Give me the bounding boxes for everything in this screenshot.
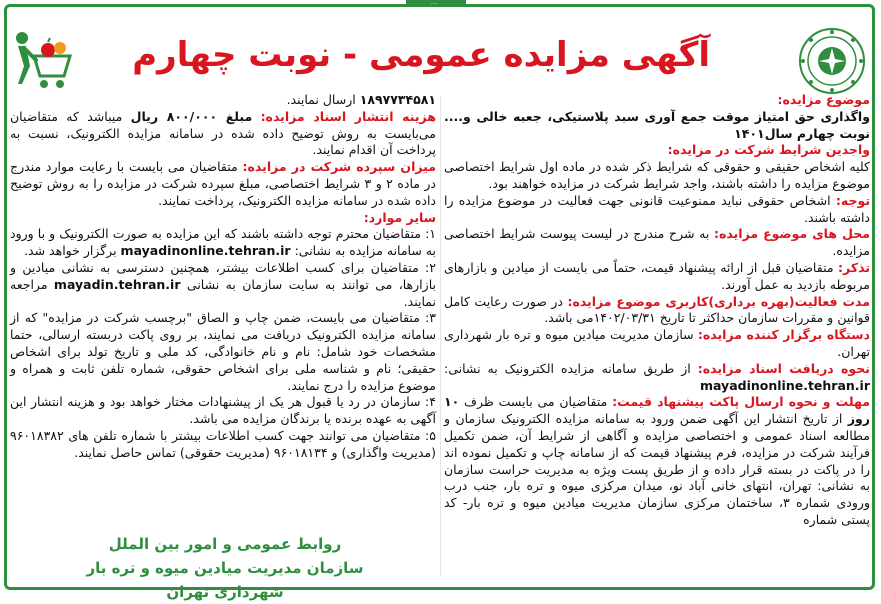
eligibility-heading: واجدین شرایط شرکت در مزایده: [667, 142, 870, 158]
ad-header [0, 18, 881, 82]
right-column [444, 92, 870, 529]
item1-text: ۱: متقاضیان محترم توجه داشته باشند که این مزایده به صورت الکترونیک و با ورود به سامانه مزایده به نشانی: [10, 226, 436, 259]
docs-heading: نحوه دریافت اسناد مزایده: [697, 360, 870, 376]
column-divider [440, 96, 441, 576]
deposit-text: متقاضیان می بایست با رعایت موارد مندرج در ماده ۲ و ۳ شرایط اختصاصی، مبلغ سپرده شرکت در مزایده را به روش توضیح داده شده در سامانه مزایده الکترونیک، پرداخت نمایند. [10, 159, 436, 208]
deadline-heading: مهلت و نحوه ارسال پاکت پیشنهاد قیمت: [612, 394, 870, 410]
note-heading: توجه: [835, 192, 871, 208]
note-text: اشخاص حقوقی نباید ممنوعیت قانونی جهت فعالیت در موضوع مزایده را داشته باشند. [444, 192, 870, 225]
municipality-seal-icon [797, 26, 867, 96]
left-column [10, 92, 436, 462]
fee-amount: مبلغ ۸۰۰/۰۰۰ ریال [130, 108, 253, 124]
item3-text: ۳: متقاضیان می بایست، ضمن چاپ و الصاق "برچسب شرکت در مزایده" که از سامانه مزایده الکترونیک دریافت می نمایند، بر روی پاکت دربسته ارسالی، حتما مشخصات خود شامل: نام و نام خانوادگی، کد ملی و تاریخ تولد برای اشخاص حقیقی؛ نام و شناسه ملی برای اشخاص حقوقی، شماره تلفن ثابت و همراه و موضوع مزایده را درج نمایند. [10, 310, 436, 393]
reminder-heading: تذکر: [838, 259, 871, 275]
item2-tail: مراجعه نمایند. [10, 276, 436, 309]
eligibility-text: کلیه اشخاص حقیقی و حقوقی که شرایط ذکر شده در ماده اول شرایط اختصاصی موضوع مزایده را داشته باشند، واجد شرایط شرکت در مزایده خواهند بود. [444, 159, 870, 191]
shopping-cart-icon [8, 26, 78, 96]
docs-text: از طریق سامانه مزایده الکترونیک به نشانی: [444, 360, 691, 376]
fee-text: میباشد که متقاضیان می‌بایست به روش توضیح داده شده در سامانه مزایده الکترونیک، نسبت به پرداخت آن اقدام نمایند. [10, 108, 436, 158]
fee-heading: هزینه انتشار اسناد مزایده: [260, 108, 436, 124]
item5-text: ۵: متقاضیان می توانند جهت کسب اطلاعات بیشتر با شماره تلفن های ۹۶۰۱۸۳۸۲ (مدیریت واگذاری) و ۹۶۰۱۸۱۳۴ (مدیریت حقوقی) تماس حاصل نمایند. [10, 427, 436, 460]
item1-tail: برگزار خواهد شد. [24, 243, 117, 259]
footer-line-2: سازمان مدیریت میادین میوه و تره بار شهرداری تهران [86, 559, 364, 601]
item2-text: ۲: متقاضیان برای کسب اطلاعات بیشتر، همچنین دسترسی به نشانی میادین و بازارها، می توانند به سایت سازمان به نشانی [10, 259, 436, 292]
location-heading: محل های موضوع مزایده: [714, 226, 870, 242]
item1-url-link[interactable]: mayadinonline.tehran.ir [120, 243, 291, 259]
organizer-heading: دستگاه برگزار کننده مزایده: [697, 327, 870, 343]
docs-url-link[interactable]: mayadinonline.tehran.ir [699, 377, 870, 393]
other-heading: سایر موارد: [363, 209, 436, 225]
postal-code: ۱۸۹۷۷۳۴۵۸۱ [359, 92, 436, 107]
reminder-text: متقاضیان قبل از ارائه پیشنهاد قیمت، حتماً می بایست از میادین و بازارهای مربوطه بازدید به عمل آورند. [444, 259, 870, 292]
deposit-heading: میزان سپرده شرکت در مزایده: [242, 159, 437, 175]
duration-heading: مدت فعالیت(بهره برداری)کاربری موضوع مزایده: [567, 293, 870, 309]
item2-url-link[interactable]: mayadin.tehran.ir [53, 276, 181, 292]
footer-line-1: روابط عمومی و امور بین الملل [108, 535, 342, 553]
footer-signature [60, 532, 390, 604]
deadline-lead: متقاضیان می بایست ظرف [464, 394, 608, 410]
duration-text: در صورت رعایت کامل قوانین و مقررات سازمان حداکثر تا تاریخ ۱۴۰۲/۰۳/۳۱می باشد. [444, 293, 870, 326]
location-text: به شرح مندرج در لیست پیوست شرایط اختصاصی مزایده. [444, 226, 870, 259]
subject-heading: موضوع مزایده: [777, 92, 870, 107]
deadline-text: از تاریخ انتشار این آگهی ضمن ورود به سامانه مزایده الکترونیک سازمان و مطالعه اسناد عمومی و اختصاصی مزایده و آگاهی از شرایط آن، ضمن تکمیل فرآیند شرکت در مزایده، فرم پیشنهاد قیمت که از سامانه چاپ و تکمیل نموده اند را در پاکت در بسته قرار داده و از طریق پست ویژه به مدیریت حراست سازمان به نشانی: تهران، انتهای خانی آباد نو، میدان مرکزی میوه و تره بار، جنب درب ورودی شماره ۳، ساختمان مرکزی سازمان مدیریت میادین میوه و تره بار- کد پستی شماره [444, 411, 870, 527]
organizer-text: سازمان مدیریت میادین میوه و تره بار شهرداری تهران. [444, 327, 870, 359]
postal-tail: ارسال نمایند. [286, 92, 356, 107]
page-title: آگهی مزایده عمومی - نوبت چهارم [132, 35, 710, 75]
subject-text: واگذاری حق امتیاز موقت جمع آوری سبد پلاستیکی، جعبه خالی و.... نوبت چهارم سال۱۴۰۱ [444, 108, 870, 141]
deadline-days: ۱۰ روز [444, 394, 870, 427]
item4-text: ۴: سازمان در رد یا قبول هر یک از پیشنهادات مختار خواهد بود و هزینه انتشار این آگهی به عهده برنده یا برندگان مزایده می باشد. [10, 394, 436, 427]
